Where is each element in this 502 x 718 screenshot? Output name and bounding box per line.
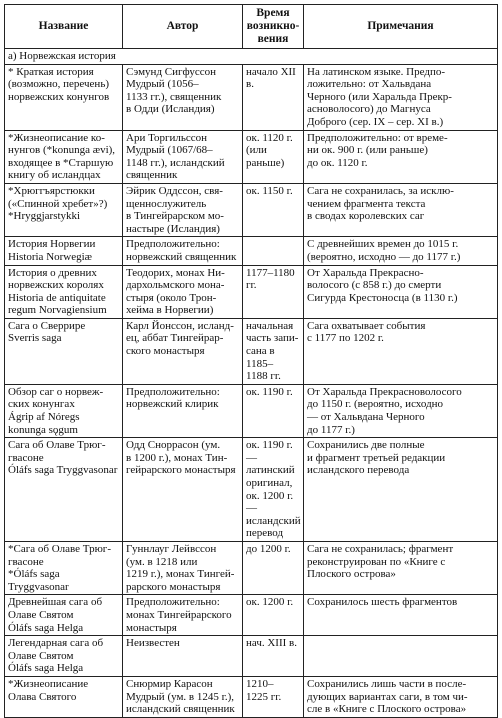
cell-name: Сага об Олаве Трюг- гвасоне Óláfs saga Tryggvasonar: [5, 438, 123, 542]
table-row: [5, 438, 498, 542]
table-row: [5, 237, 498, 265]
cell-author: Неизвестен: [123, 636, 243, 677]
cell-notes: На латинском языке. Предпо- ложительно: от Хальвдана Черного (или Харальда Прекр- асноволосого) до Магнуса Доброго (сер. IX – сер. XI в.): [304, 64, 498, 130]
cell-author: Гуннлауг Лейвссон (ум. в 1218 или 1219 г.), монах Тингей- рарского монастыря: [123, 541, 243, 594]
header-time: Время возникно- вения: [243, 5, 304, 49]
cell-time: нач. XIII в.: [243, 636, 304, 677]
cell-time: 1210– 1225 гг.: [243, 676, 304, 717]
cell-time: ок. 1190 г.: [243, 384, 304, 437]
section-row: [5, 49, 498, 65]
cell-name: * Краткая история (возможно, перечень) норвежских конунгов: [5, 64, 123, 130]
cell-notes: Сохранились лишь части в после- дующих вариантах саги, в том чи- сле в «Книге с Плоского острова»: [304, 676, 498, 717]
cell-name: История Норвегии Historia Norwegiæ: [5, 237, 123, 265]
cell-author: Ари Торгильссон Мудрый (1067/68– 1148 гг.), исландский священник: [123, 130, 243, 183]
table-row: [5, 384, 498, 437]
header-row: [5, 5, 498, 49]
table-row: [5, 676, 498, 717]
cell-name: *Жизнеописание ко- нунгов (*konunga ævi), входящее в *Старшую книгу об исландцах: [5, 130, 123, 183]
cell-notes: Сохранились две полные и фрагмент третьей редакции исландского перевода: [304, 438, 498, 542]
cell-time: начальная часть запи- сана в 1185– 1188 гг.: [243, 318, 304, 384]
cell-author: Одд Сноррасон (ум. в 1200 г.), монах Тин- гейрарского монастыря: [123, 438, 243, 542]
cell-notes: От Харальда Прекрасноволосого до 1150 г. (вероятно, исходно — от Хальвдана Черного до 1177 г.): [304, 384, 498, 437]
cell-author: Теодорих, монах Ни- дархольмского мона- стыря (около Трон- хейма в Норвегии): [123, 265, 243, 318]
cell-notes: Сага охватывает события с 1177 по 1202 г.: [304, 318, 498, 384]
table-row: [5, 595, 498, 636]
cell-author: Карл Йонссон, исланд- ец, аббат Тингейрар- ского монастыря: [123, 318, 243, 384]
cell-author: Сэмунд Сигфуссон Мудрый (1056– 1133 гг.), священник в Одди (Исландия): [123, 64, 243, 130]
sagas-table: [4, 4, 498, 718]
cell-time: начало XII в.: [243, 64, 304, 130]
table-row: [5, 265, 498, 318]
cell-time: до 1200 г.: [243, 541, 304, 594]
cell-name: *Жизнеописание Олава Святого: [5, 676, 123, 717]
cell-notes: С древнейших времен до 1015 г. (вероятно, исходно — до 1177 г.): [304, 237, 498, 265]
cell-time: ок. 1200 г.: [243, 595, 304, 636]
cell-name: Сага о Сверрире Sverris saga: [5, 318, 123, 384]
cell-name: История о древних норвежских королях Historia de antiquitate regum Norvagiensium: [5, 265, 123, 318]
table-row: [5, 318, 498, 384]
cell-notes: Предположительно: от време- ни ок. 900 г. (или раньше) до ок. 1120 г.: [304, 130, 498, 183]
cell-notes: Сага не сохранилась, за исклю- чением фрагмента текста в сводах королевских саг: [304, 183, 498, 236]
cell-notes: От Харальда Прекрасно- волосого (с 858 г.) до смерти Сигурда Крестоносца (в 1130 г.): [304, 265, 498, 318]
cell-notes: Сохранилось шесть фрагментов: [304, 595, 498, 636]
cell-time: ок. 1120 г. (или раньше): [243, 130, 304, 183]
header-notes: Примечания: [304, 5, 498, 49]
table-row: [5, 130, 498, 183]
table-row: [5, 636, 498, 677]
table-row: [5, 541, 498, 594]
cell-author: Снюрмир Карасон Мудрый (ум. в 1245 г.), исландский священник: [123, 676, 243, 717]
cell-author: Предположительно: монах Тингейрарского монастыря: [123, 595, 243, 636]
cell-name: *Хрюггъярстюкки («Спинной хребет»?) *Hryggjarstykki: [5, 183, 123, 236]
cell-author: Предположительно: норвежский священник: [123, 237, 243, 265]
cell-time: ок. 1190 г. — латинский оригинал, ок. 1200 г. — исландский перевод: [243, 438, 304, 542]
cell-name: *Сага об Олаве Трюг- гвасоне *Óláfs saga Tryggvasonar: [5, 541, 123, 594]
cell-name: Легендарная сага об Олаве Святом Óláfs saga Helga: [5, 636, 123, 677]
cell-author: Предположительно: норвежский клирик: [123, 384, 243, 437]
cell-author: Эйрик Оддссон, свя- щеннослужитель в Тингейрарском мо- настыре (Исландия): [123, 183, 243, 236]
section-title: а) Норвежская история: [5, 49, 498, 65]
header-name: Название: [5, 5, 123, 49]
cell-time: ок. 1150 г.: [243, 183, 304, 236]
cell-time: [243, 237, 304, 265]
cell-name: Древнейшая сага об Олаве Святом Óláfs saga Helga: [5, 595, 123, 636]
cell-notes: [304, 636, 498, 677]
cell-time: 1177–1180 гг.: [243, 265, 304, 318]
table-row: [5, 64, 498, 130]
cell-notes: Сага не сохранилась; фрагмент реконструирован по «Книге с Плоского острова»: [304, 541, 498, 594]
header-author: Автор: [123, 5, 243, 49]
table-row: [5, 183, 498, 236]
cell-name: Обзор саг о норвеж- ских конунгах Ágrip af Nóregs konunga sǫgum: [5, 384, 123, 437]
